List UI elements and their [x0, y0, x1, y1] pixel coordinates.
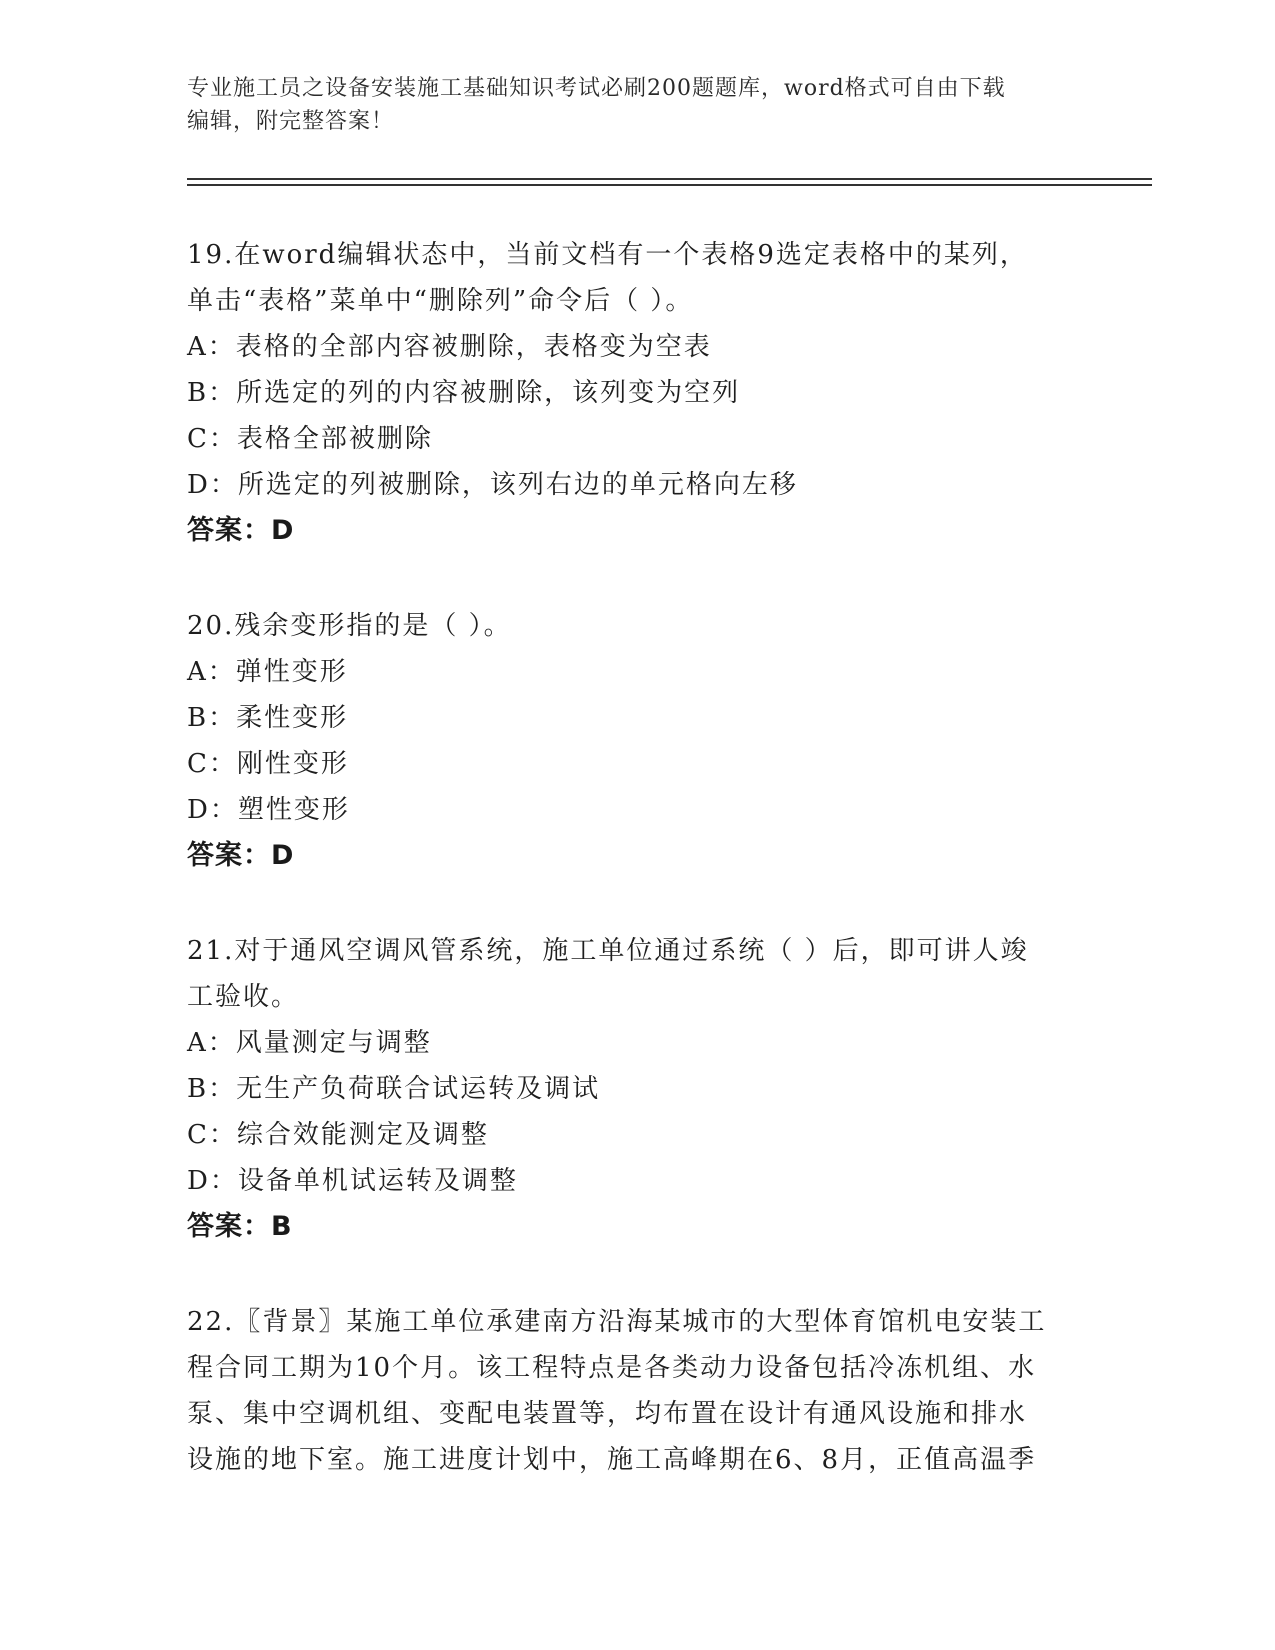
header-divider-bottom: [187, 184, 1152, 186]
answer-label: 答案：B: [187, 1211, 293, 1242]
question-list: [187, 232, 1087, 1532]
option-d: D：塑性变形: [187, 795, 350, 825]
question-19: [187, 232, 1087, 554]
question-stem-line: 设施的地下室。施工进度计划中，施工高峰期在6、8月，正值高温季: [187, 1445, 1037, 1475]
option-b: B：无生产负荷联合试运转及调试: [187, 1074, 601, 1104]
option-c: C：表格全部被删除: [187, 424, 433, 454]
question-stem-line: 21.对于通风空调风管系统，施工单位通过系统（ ）后，即可讲人竣: [187, 936, 1029, 966]
option-a: A：弹性变形: [187, 657, 348, 687]
question-21: [187, 928, 1087, 1250]
answer-label: 答案：D: [187, 515, 295, 546]
option-c: C：刚性变形: [187, 749, 349, 779]
header-line-1: 专业施工员之设备安装施工基础知识考试必刷200题题库，word格式可自由下载: [187, 76, 1006, 101]
question-stem-line: 程合同工期为10个月。该工程特点是各类动力设备包括冷冻机组、水: [187, 1353, 1037, 1383]
option-b: B：所选定的列的内容被删除，该列变为空列: [187, 378, 741, 408]
question-22: [187, 1299, 1087, 1483]
option-b: B：柔性变形: [187, 703, 349, 733]
answer-label: 答案：D: [187, 840, 295, 871]
question-stem-line: 19.在word编辑状态中，当前文档有一个表格9选定表格中的某列，: [187, 240, 1028, 270]
option-a: A：风量测定与调整: [187, 1028, 432, 1058]
question-stem-line: 工验收。: [187, 982, 300, 1012]
option-d: D：所选定的列被删除，该列右边的单元格向左移: [187, 470, 798, 500]
question-20: [187, 603, 1087, 879]
header-divider-top: [187, 178, 1152, 180]
document-header: [187, 72, 1087, 138]
option-c: C：综合效能测定及调整: [187, 1120, 489, 1150]
header-line-2: 编辑，附完整答案！: [187, 109, 395, 134]
option-a: A：表格的全部内容被删除，表格变为空表: [187, 332, 712, 362]
question-stem-line: 20.残余变形指的是（ ）。: [187, 611, 512, 641]
question-stem-line: 单击“表格”菜单中“删除列”命令后（ ）。: [187, 286, 694, 316]
question-stem-line: 泵、集中空调机组、变配电装置等，均布置在设计有通风设施和排水: [187, 1399, 1028, 1429]
question-stem-line: 22.〖背景〗某施工单位承建南方沿海某城市的大型体育馆机电安装工: [187, 1307, 1047, 1337]
option-d: D：设备单机试运转及调整: [187, 1166, 518, 1196]
